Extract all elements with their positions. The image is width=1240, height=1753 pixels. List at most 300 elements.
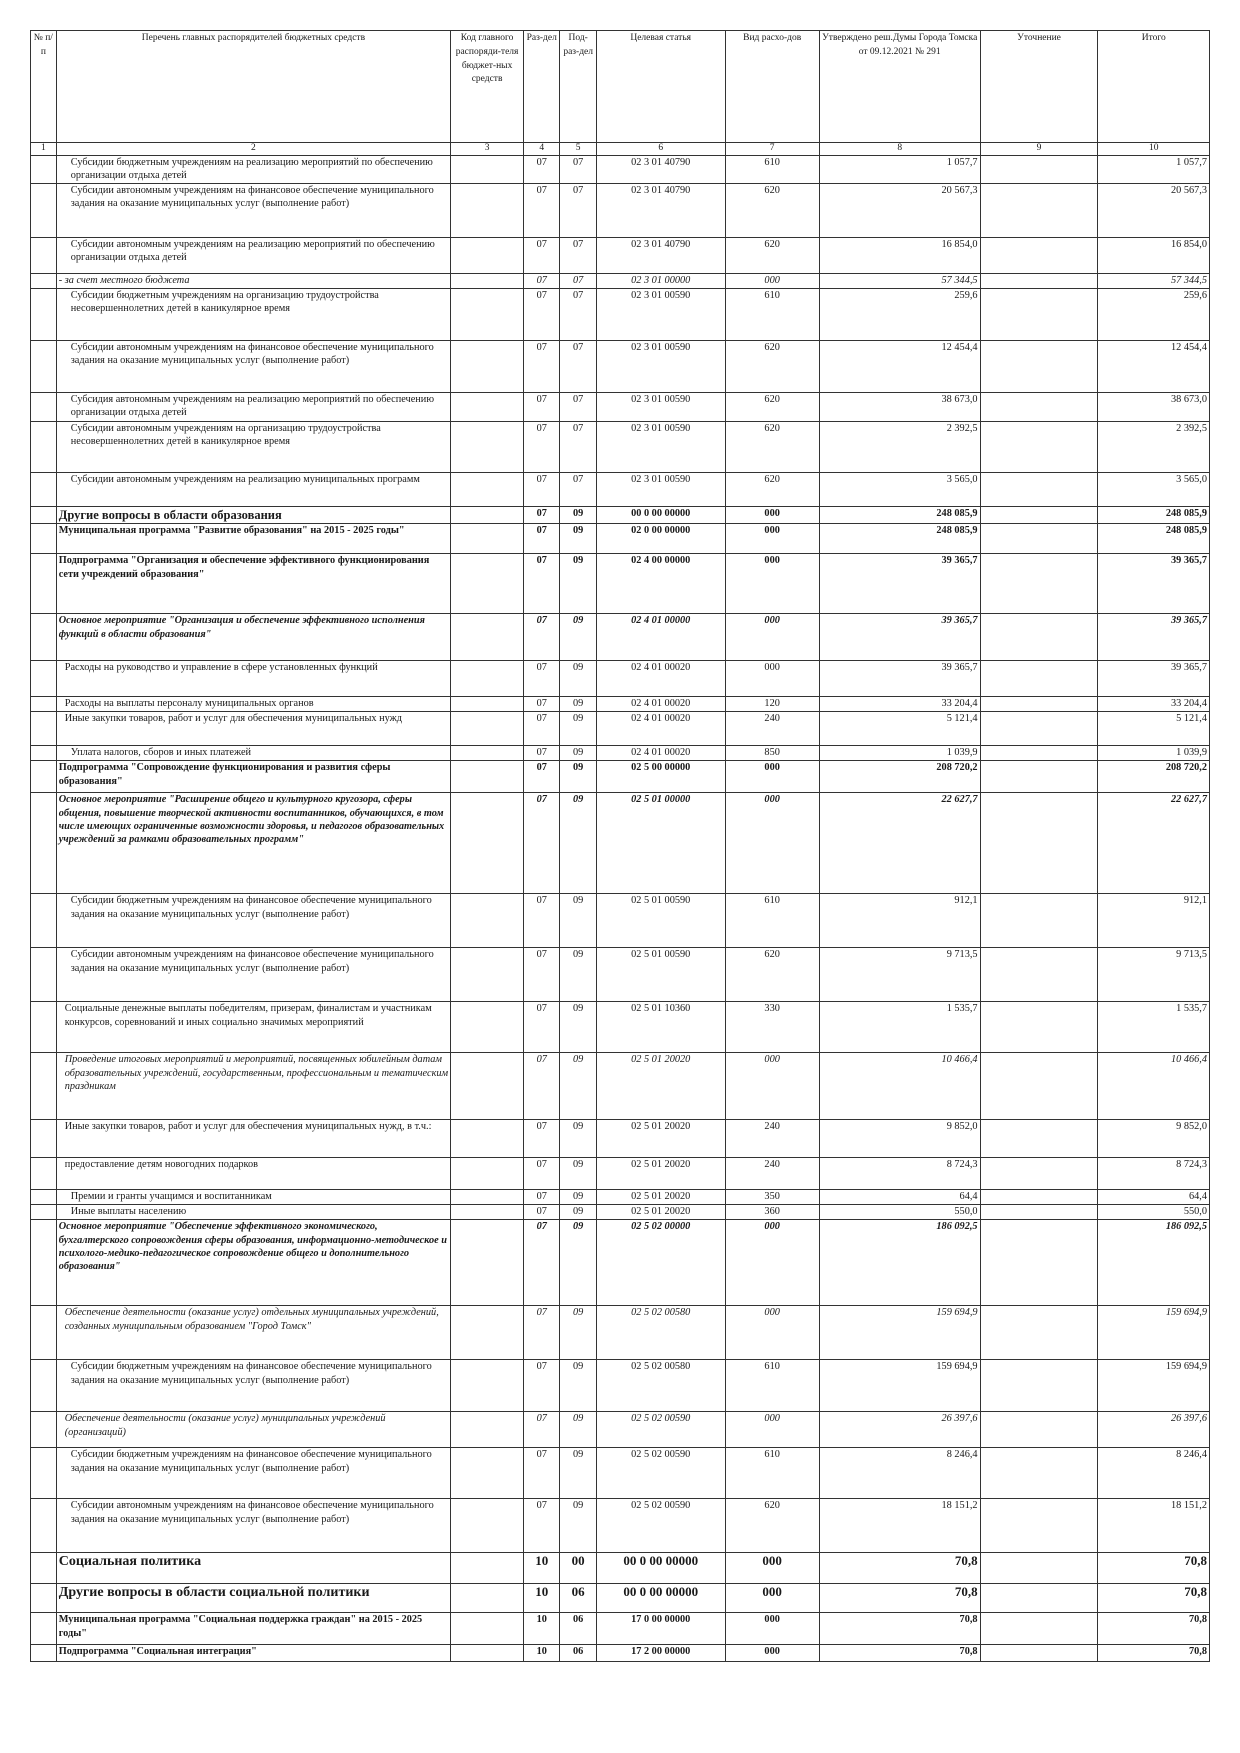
row-number-cell bbox=[31, 341, 57, 393]
table-row bbox=[31, 746, 1210, 761]
row-name: Субсидии автономным учреждениям на реализацию мероприятий по обеспечению организации отдыха детей bbox=[56, 238, 450, 274]
row-target-article: 02 3 01 40790 bbox=[596, 184, 725, 238]
row-expense-type: 000 bbox=[725, 1553, 819, 1584]
row-name: Другие вопросы в области образования bbox=[56, 507, 450, 524]
row-total: 26 397,6 bbox=[1098, 1412, 1210, 1448]
row-number-cell bbox=[31, 184, 57, 238]
table-row bbox=[31, 1002, 1210, 1053]
row-target-article: 02 5 01 20020 bbox=[596, 1053, 725, 1120]
row-name: Субсидии бюджетным учреждениям на организацию трудоустройства несовершеннолетних детей в каникулярное время bbox=[56, 289, 450, 341]
table-row bbox=[31, 507, 1210, 524]
row-number-cell bbox=[31, 661, 57, 697]
row-total: 33 204,4 bbox=[1098, 697, 1210, 712]
row-subsection: 07 bbox=[560, 341, 596, 393]
row-name: Иные выплаты населению bbox=[56, 1205, 450, 1220]
row-expense-type: 000 bbox=[725, 554, 819, 614]
row-target-article: 02 3 01 00590 bbox=[596, 473, 725, 507]
row-name: Основное мероприятие "Расширение общего и культурного кругозора, сферы общения, повышение творческой активности воспитанников, обучающихся, в том числе имеющих ограниченные возможности здоровья, и педагогов образовательных учреждений за рамками образовательных программ" bbox=[56, 793, 450, 894]
row-target-article: 02 5 02 00590 bbox=[596, 1412, 725, 1448]
row-total: 1 039,9 bbox=[1098, 746, 1210, 761]
table-row bbox=[31, 1645, 1210, 1662]
row-target-article: 02 3 01 40790 bbox=[596, 156, 725, 184]
table-row bbox=[31, 238, 1210, 274]
row-distributor-code bbox=[451, 1190, 524, 1205]
row-adjustment bbox=[980, 1002, 1098, 1053]
row-distributor-code bbox=[451, 473, 524, 507]
table-row bbox=[31, 1360, 1210, 1412]
row-name: Субсидии бюджетным учреждениям на финансовое обеспечение муниципального задания на оказание муниципальных услуг (выполнение работ) bbox=[56, 1360, 450, 1412]
row-adjustment bbox=[980, 661, 1098, 697]
table-row bbox=[31, 274, 1210, 289]
row-total: 39 365,7 bbox=[1098, 661, 1210, 697]
row-target-article: 02 5 01 00000 bbox=[596, 793, 725, 894]
row-adjustment bbox=[980, 1120, 1098, 1158]
row-approved-amount: 1 039,9 bbox=[819, 746, 980, 761]
row-total: 159 694,9 bbox=[1098, 1360, 1210, 1412]
row-total: 70,8 bbox=[1098, 1584, 1210, 1613]
row-adjustment bbox=[980, 1448, 1098, 1499]
row-number-cell bbox=[31, 156, 57, 184]
row-name: Социальные денежные выплаты победителям, призерам, финалистам и участникам конкурсов, соревнований и иных социально значимых мероприятий bbox=[56, 1002, 450, 1053]
table-row bbox=[31, 1205, 1210, 1220]
row-subsection: 06 bbox=[560, 1613, 596, 1645]
row-name: Премии и гранты учащимся и воспитанникам bbox=[56, 1190, 450, 1205]
row-name: предоставление детям новогодних подарков bbox=[56, 1158, 450, 1190]
table-row bbox=[31, 184, 1210, 238]
row-subsection: 09 bbox=[560, 1190, 596, 1205]
row-section: 07 bbox=[524, 341, 560, 393]
row-subsection: 09 bbox=[560, 554, 596, 614]
row-distributor-code bbox=[451, 746, 524, 761]
row-distributor-code bbox=[451, 289, 524, 341]
row-distributor-code bbox=[451, 554, 524, 614]
row-adjustment bbox=[980, 712, 1098, 746]
row-expense-type: 620 bbox=[725, 341, 819, 393]
row-number-cell bbox=[31, 1220, 57, 1306]
row-number-cell bbox=[31, 1584, 57, 1613]
row-name: Расходы на выплаты персоналу муниципальных органов bbox=[56, 697, 450, 712]
row-approved-amount: 248 085,9 bbox=[819, 524, 980, 554]
table-row bbox=[31, 393, 1210, 422]
table-row bbox=[31, 697, 1210, 712]
row-subsection: 09 bbox=[560, 761, 596, 793]
row-approved-amount: 1 535,7 bbox=[819, 1002, 980, 1053]
table-row bbox=[31, 524, 1210, 554]
row-target-article: 00 0 00 00000 bbox=[596, 507, 725, 524]
row-name: Субсидии бюджетным учреждениям на реализацию мероприятий по обеспечению организации отдыха детей bbox=[56, 156, 450, 184]
row-subsection: 07 bbox=[560, 184, 596, 238]
row-total: 5 121,4 bbox=[1098, 712, 1210, 746]
row-distributor-code bbox=[451, 1306, 524, 1360]
row-distributor-code bbox=[451, 1053, 524, 1120]
table-row bbox=[31, 1412, 1210, 1448]
header-adjustment: Уточнение bbox=[980, 31, 1098, 143]
row-total: 10 466,4 bbox=[1098, 1053, 1210, 1120]
row-adjustment bbox=[980, 614, 1098, 661]
row-section: 07 bbox=[524, 473, 560, 507]
header-approved: Утверждено реш.Думы Города Томска от 09.12.2021 № 291 bbox=[819, 31, 980, 143]
row-distributor-code bbox=[451, 1613, 524, 1645]
row-name: Субсидии автономным учреждениям на финансовое обеспечение муниципального задания на оказание муниципальных услуг (выполнение работ) bbox=[56, 184, 450, 238]
row-subsection: 09 bbox=[560, 1220, 596, 1306]
row-expense-type: 610 bbox=[725, 1360, 819, 1412]
row-total: 39 365,7 bbox=[1098, 554, 1210, 614]
row-total: 2 392,5 bbox=[1098, 422, 1210, 473]
row-approved-amount: 64,4 bbox=[819, 1190, 980, 1205]
row-number-cell bbox=[31, 473, 57, 507]
row-adjustment bbox=[980, 1553, 1098, 1584]
row-name: Иные закупки товаров, работ и услуг для обеспечения муниципальных нужд, в т.ч.: bbox=[56, 1120, 450, 1158]
row-expense-type: 000 bbox=[725, 1220, 819, 1306]
row-target-article: 02 5 01 20020 bbox=[596, 1205, 725, 1220]
table-row bbox=[31, 1448, 1210, 1499]
row-approved-amount: 8 246,4 bbox=[819, 1448, 980, 1499]
row-subsection: 09 bbox=[560, 524, 596, 554]
row-adjustment bbox=[980, 894, 1098, 948]
row-subsection: 09 bbox=[560, 712, 596, 746]
row-target-article: 02 3 01 00000 bbox=[596, 274, 725, 289]
row-expense-type: 000 bbox=[725, 274, 819, 289]
row-approved-amount: 70,8 bbox=[819, 1584, 980, 1613]
row-section: 10 bbox=[524, 1645, 560, 1662]
row-name: Субсидии автономным учреждениям на финансовое обеспечение муниципального задания на оказание муниципальных услуг (выполнение работ) bbox=[56, 341, 450, 393]
row-section: 07 bbox=[524, 184, 560, 238]
table-row bbox=[31, 473, 1210, 507]
row-target-article: 02 5 02 00580 bbox=[596, 1306, 725, 1360]
table-row bbox=[31, 1553, 1210, 1584]
row-distributor-code bbox=[451, 761, 524, 793]
row-target-article: 02 3 01 00590 bbox=[596, 393, 725, 422]
row-expense-type: 620 bbox=[725, 948, 819, 1002]
row-section: 07 bbox=[524, 1120, 560, 1158]
row-name: Субсидии автономным учреждениям на финансовое обеспечение муниципального задания на оказание муниципальных услуг (выполнение работ) bbox=[56, 1499, 450, 1553]
row-target-article: 00 0 00 00000 bbox=[596, 1553, 725, 1584]
row-total: 259,6 bbox=[1098, 289, 1210, 341]
row-adjustment bbox=[980, 422, 1098, 473]
row-subsection: 00 bbox=[560, 1553, 596, 1584]
row-subsection: 09 bbox=[560, 1306, 596, 1360]
row-target-article: 02 5 02 00590 bbox=[596, 1499, 725, 1553]
row-total: 16 854,0 bbox=[1098, 238, 1210, 274]
row-distributor-code bbox=[451, 156, 524, 184]
row-target-article: 02 3 01 00590 bbox=[596, 341, 725, 393]
row-section: 07 bbox=[524, 1205, 560, 1220]
row-approved-amount: 57 344,5 bbox=[819, 274, 980, 289]
column-number-row bbox=[31, 143, 1210, 156]
row-approved-amount: 26 397,6 bbox=[819, 1412, 980, 1448]
table-row bbox=[31, 1053, 1210, 1120]
row-name: Субсидии бюджетным учреждениям на финансовое обеспечение муниципального задания на оказание муниципальных услуг (выполнение работ) bbox=[56, 894, 450, 948]
row-section: 10 bbox=[524, 1584, 560, 1613]
row-expense-type: 620 bbox=[725, 238, 819, 274]
row-distributor-code bbox=[451, 1220, 524, 1306]
row-adjustment bbox=[980, 1220, 1098, 1306]
row-section: 07 bbox=[524, 1448, 560, 1499]
row-adjustment bbox=[980, 1360, 1098, 1412]
row-approved-amount: 70,8 bbox=[819, 1613, 980, 1645]
row-subsection: 09 bbox=[560, 793, 596, 894]
row-approved-amount: 3 565,0 bbox=[819, 473, 980, 507]
row-approved-amount: 5 121,4 bbox=[819, 712, 980, 746]
table-row bbox=[31, 1220, 1210, 1306]
row-approved-amount: 39 365,7 bbox=[819, 661, 980, 697]
row-distributor-code bbox=[451, 1412, 524, 1448]
row-total: 20 567,3 bbox=[1098, 184, 1210, 238]
row-target-article: 02 5 02 00590 bbox=[596, 1448, 725, 1499]
row-adjustment bbox=[980, 1205, 1098, 1220]
row-name: Социальная политика bbox=[56, 1553, 450, 1584]
row-subsection: 09 bbox=[560, 614, 596, 661]
row-expense-type: 000 bbox=[725, 1053, 819, 1120]
row-section: 07 bbox=[524, 614, 560, 661]
row-name: Другие вопросы в области социальной политики bbox=[56, 1584, 450, 1613]
column-number: 4 bbox=[524, 143, 560, 156]
row-section: 07 bbox=[524, 697, 560, 712]
row-number-cell bbox=[31, 712, 57, 746]
table-row bbox=[31, 712, 1210, 746]
row-section: 07 bbox=[524, 1306, 560, 1360]
row-adjustment bbox=[980, 746, 1098, 761]
row-name: Обеспечение деятельности (оказание услуг) муниципальных учреждений (организаций) bbox=[56, 1412, 450, 1448]
row-approved-amount: 1 057,7 bbox=[819, 156, 980, 184]
row-name: Основное мероприятие "Организация и обеспечение эффективного исполнения функций в области образования" bbox=[56, 614, 450, 661]
row-name: Муниципальная программа "Социальная поддержка граждан" на 2015 - 2025 годы" bbox=[56, 1613, 450, 1645]
row-distributor-code bbox=[451, 697, 524, 712]
row-name: Субсидии автономным учреждениям на организацию трудоустройства несовершеннолетних детей в каникулярное время bbox=[56, 422, 450, 473]
row-subsection: 07 bbox=[560, 473, 596, 507]
row-section: 07 bbox=[524, 238, 560, 274]
row-name: - за счет местного бюджета bbox=[56, 274, 450, 289]
row-approved-amount: 20 567,3 bbox=[819, 184, 980, 238]
row-total: 38 673,0 bbox=[1098, 393, 1210, 422]
row-section: 07 bbox=[524, 554, 560, 614]
row-name: Уплата налогов, сборов и иных платежей bbox=[56, 746, 450, 761]
row-section: 07 bbox=[524, 661, 560, 697]
row-adjustment bbox=[980, 156, 1098, 184]
row-adjustment bbox=[980, 507, 1098, 524]
row-total: 8 724,3 bbox=[1098, 1158, 1210, 1190]
header-expense-type: Вид расхо-дов bbox=[725, 31, 819, 143]
table-row bbox=[31, 422, 1210, 473]
row-distributor-code bbox=[451, 422, 524, 473]
header-row bbox=[31, 31, 1210, 143]
row-target-article: 02 5 01 20020 bbox=[596, 1120, 725, 1158]
row-subsection: 09 bbox=[560, 1158, 596, 1190]
column-number: 3 bbox=[451, 143, 524, 156]
row-target-article: 02 5 01 00590 bbox=[596, 894, 725, 948]
row-approved-amount: 9 713,5 bbox=[819, 948, 980, 1002]
row-total: 12 454,4 bbox=[1098, 341, 1210, 393]
row-section: 07 bbox=[524, 894, 560, 948]
row-subsection: 07 bbox=[560, 422, 596, 473]
row-expense-type: 000 bbox=[725, 761, 819, 793]
table-row bbox=[31, 289, 1210, 341]
row-total: 186 092,5 bbox=[1098, 1220, 1210, 1306]
row-approved-amount: 159 694,9 bbox=[819, 1360, 980, 1412]
row-name: Основное мероприятие "Обеспечение эффективного экономического, бухгалтерского сопровождения сферы образования, информационно-методическое и психолого-медико-педагогическое сопровождение общего и дополнительного образования" bbox=[56, 1220, 450, 1306]
row-total: 9 713,5 bbox=[1098, 948, 1210, 1002]
row-expense-type: 240 bbox=[725, 712, 819, 746]
row-number-cell bbox=[31, 746, 57, 761]
row-number-cell bbox=[31, 1360, 57, 1412]
row-adjustment bbox=[980, 393, 1098, 422]
table-row bbox=[31, 1613, 1210, 1645]
row-target-article: 02 5 02 00580 bbox=[596, 1360, 725, 1412]
row-target-article: 02 5 01 00590 bbox=[596, 948, 725, 1002]
row-number-cell bbox=[31, 1205, 57, 1220]
row-subsection: 09 bbox=[560, 1499, 596, 1553]
row-section: 07 bbox=[524, 1002, 560, 1053]
table-row bbox=[31, 156, 1210, 184]
row-expense-type: 120 bbox=[725, 697, 819, 712]
row-target-article: 02 4 01 00020 bbox=[596, 697, 725, 712]
row-section: 07 bbox=[524, 1499, 560, 1553]
row-distributor-code bbox=[451, 393, 524, 422]
row-total: 18 151,2 bbox=[1098, 1499, 1210, 1553]
row-total: 57 344,5 bbox=[1098, 274, 1210, 289]
row-adjustment bbox=[980, 1645, 1098, 1662]
row-target-article: 02 3 01 00590 bbox=[596, 289, 725, 341]
table-row bbox=[31, 1584, 1210, 1613]
row-number-cell bbox=[31, 761, 57, 793]
row-expense-type: 330 bbox=[725, 1002, 819, 1053]
row-total: 550,0 bbox=[1098, 1205, 1210, 1220]
table-row bbox=[31, 1120, 1210, 1158]
row-subsection: 06 bbox=[560, 1645, 596, 1662]
row-target-article: 02 5 01 20020 bbox=[596, 1158, 725, 1190]
row-expense-type: 000 bbox=[725, 1584, 819, 1613]
row-approved-amount: 38 673,0 bbox=[819, 393, 980, 422]
column-number: 1 bbox=[31, 143, 57, 156]
row-adjustment bbox=[980, 697, 1098, 712]
table-row bbox=[31, 661, 1210, 697]
row-section: 07 bbox=[524, 524, 560, 554]
row-subsection: 09 bbox=[560, 1448, 596, 1499]
row-total: 70,8 bbox=[1098, 1613, 1210, 1645]
row-target-article: 17 2 00 00000 bbox=[596, 1645, 725, 1662]
row-distributor-code bbox=[451, 712, 524, 746]
row-total: 39 365,7 bbox=[1098, 614, 1210, 661]
row-expense-type: 000 bbox=[725, 1645, 819, 1662]
row-expense-type: 360 bbox=[725, 1205, 819, 1220]
row-distributor-code bbox=[451, 507, 524, 524]
row-target-article: 02 4 00 00000 bbox=[596, 554, 725, 614]
row-approved-amount: 39 365,7 bbox=[819, 614, 980, 661]
column-number: 8 bbox=[819, 143, 980, 156]
header-subsection: Под-раз-дел bbox=[560, 31, 596, 143]
row-adjustment bbox=[980, 524, 1098, 554]
row-number-cell bbox=[31, 1553, 57, 1584]
row-expense-type: 000 bbox=[725, 793, 819, 894]
row-adjustment bbox=[980, 1499, 1098, 1553]
row-adjustment bbox=[980, 1306, 1098, 1360]
row-distributor-code bbox=[451, 341, 524, 393]
row-expense-type: 610 bbox=[725, 1448, 819, 1499]
row-total: 9 852,0 bbox=[1098, 1120, 1210, 1158]
row-distributor-code bbox=[451, 661, 524, 697]
row-section: 07 bbox=[524, 793, 560, 894]
row-total: 248 085,9 bbox=[1098, 524, 1210, 554]
row-approved-amount: 33 204,4 bbox=[819, 697, 980, 712]
row-approved-amount: 259,6 bbox=[819, 289, 980, 341]
row-target-article: 02 0 00 00000 bbox=[596, 524, 725, 554]
row-total: 912,1 bbox=[1098, 894, 1210, 948]
table-row bbox=[31, 554, 1210, 614]
column-number: 5 bbox=[560, 143, 596, 156]
row-expense-type: 850 bbox=[725, 746, 819, 761]
table-row bbox=[31, 614, 1210, 661]
row-distributor-code bbox=[451, 274, 524, 289]
row-number-cell bbox=[31, 238, 57, 274]
row-section: 07 bbox=[524, 1220, 560, 1306]
row-name: Субсидии автономным учреждениям на реализацию муниципальных программ bbox=[56, 473, 450, 507]
row-expense-type: 000 bbox=[725, 1613, 819, 1645]
row-target-article: 02 4 01 00020 bbox=[596, 661, 725, 697]
row-subsection: 09 bbox=[560, 894, 596, 948]
row-adjustment bbox=[980, 1158, 1098, 1190]
row-name: Субсидии автономным учреждениям на финансовое обеспечение муниципального задания на оказание муниципальных услуг (выполнение работ) bbox=[56, 948, 450, 1002]
row-approved-amount: 912,1 bbox=[819, 894, 980, 948]
row-subsection: 09 bbox=[560, 746, 596, 761]
table-row bbox=[31, 761, 1210, 793]
column-number: 7 bbox=[725, 143, 819, 156]
row-section: 07 bbox=[524, 274, 560, 289]
row-section: 07 bbox=[524, 422, 560, 473]
row-distributor-code bbox=[451, 1448, 524, 1499]
row-section: 07 bbox=[524, 156, 560, 184]
row-subsection: 07 bbox=[560, 274, 596, 289]
row-target-article: 00 0 00 00000 bbox=[596, 1584, 725, 1613]
row-target-article: 02 5 01 10360 bbox=[596, 1002, 725, 1053]
table-body bbox=[31, 156, 1210, 1662]
row-name: Проведение итоговых мероприятий и мероприятий, посвященных юбилейным датам образовательных учреждений, государственным, профессиональным и тематическим праздникам bbox=[56, 1053, 450, 1120]
row-target-article: 17 0 00 00000 bbox=[596, 1613, 725, 1645]
row-distributor-code bbox=[451, 1360, 524, 1412]
row-target-article: 02 3 01 00590 bbox=[596, 422, 725, 473]
row-section: 07 bbox=[524, 1190, 560, 1205]
row-section: 07 bbox=[524, 1360, 560, 1412]
row-expense-type: 620 bbox=[725, 422, 819, 473]
row-approved-amount: 2 392,5 bbox=[819, 422, 980, 473]
row-distributor-code bbox=[451, 948, 524, 1002]
row-subsection: 07 bbox=[560, 156, 596, 184]
row-name: Обеспечение деятельности (оказание услуг) отдельных муниципальных учреждений, созданных муниципальным образованием "Город Томск" bbox=[56, 1306, 450, 1360]
row-distributor-code bbox=[451, 1645, 524, 1662]
row-adjustment bbox=[980, 238, 1098, 274]
row-section: 07 bbox=[524, 1053, 560, 1120]
header-total: Итого bbox=[1098, 31, 1210, 143]
row-section: 10 bbox=[524, 1613, 560, 1645]
row-subsection: 09 bbox=[560, 507, 596, 524]
row-distributor-code bbox=[451, 1584, 524, 1613]
row-distributor-code bbox=[451, 894, 524, 948]
row-approved-amount: 208 720,2 bbox=[819, 761, 980, 793]
row-subsection: 09 bbox=[560, 697, 596, 712]
row-subsection: 09 bbox=[560, 661, 596, 697]
row-total: 1 057,7 bbox=[1098, 156, 1210, 184]
row-section: 07 bbox=[524, 289, 560, 341]
row-expense-type: 000 bbox=[725, 507, 819, 524]
row-total: 70,8 bbox=[1098, 1645, 1210, 1662]
row-name: Расходы на руководство и управление в сфере установленных функций bbox=[56, 661, 450, 697]
row-adjustment bbox=[980, 1584, 1098, 1613]
row-approved-amount: 70,8 bbox=[819, 1645, 980, 1662]
row-adjustment bbox=[980, 761, 1098, 793]
row-expense-type: 000 bbox=[725, 614, 819, 661]
row-number-cell bbox=[31, 1002, 57, 1053]
row-number-cell bbox=[31, 393, 57, 422]
row-total: 8 246,4 bbox=[1098, 1448, 1210, 1499]
